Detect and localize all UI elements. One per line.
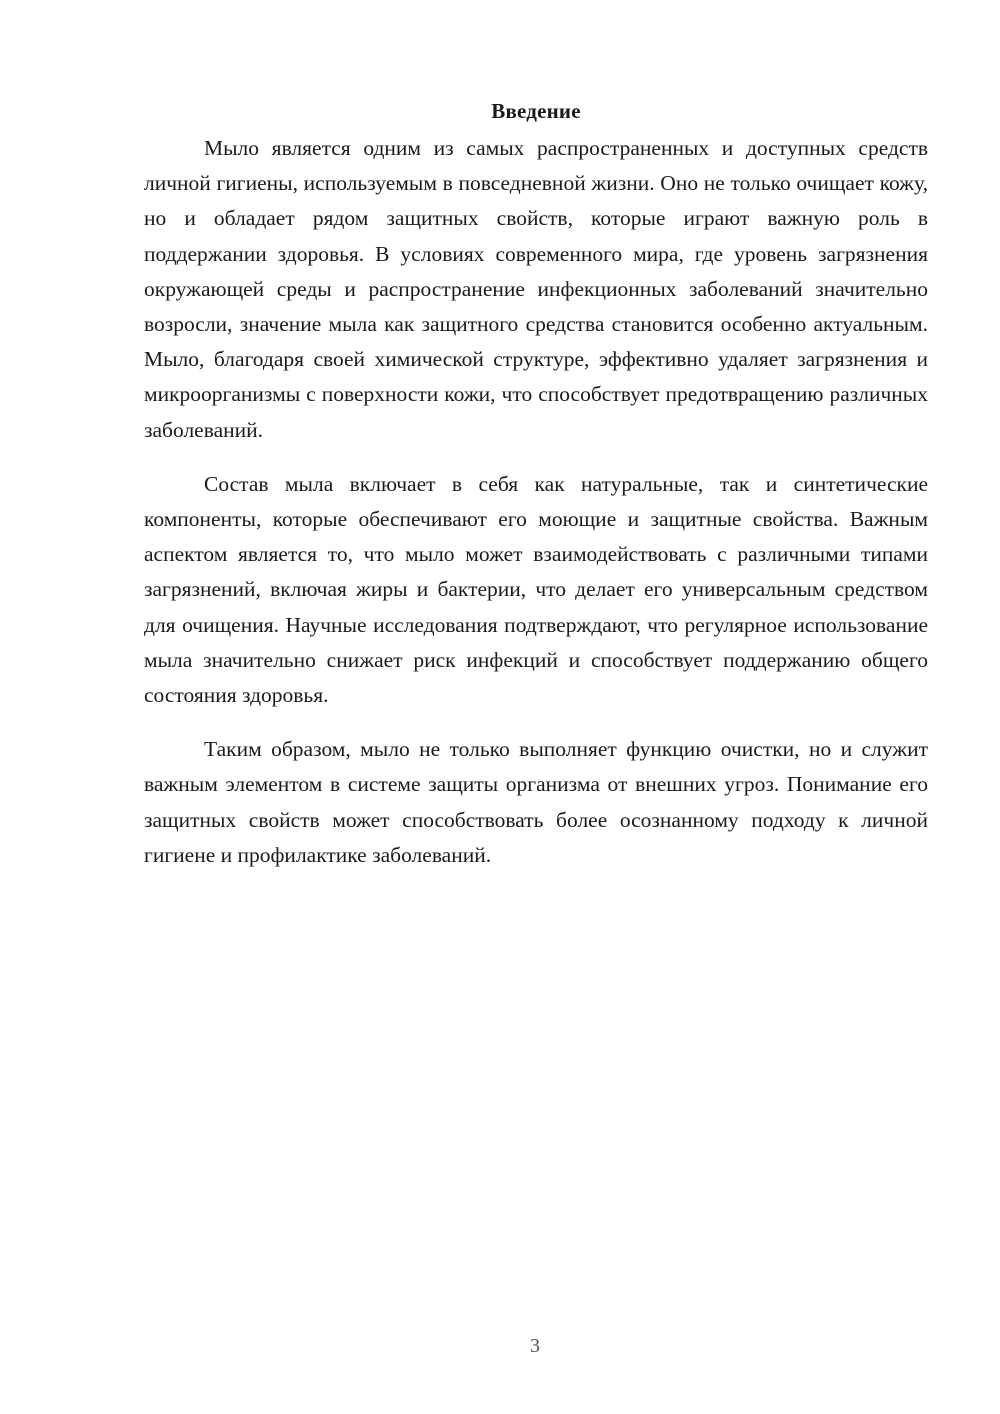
paragraph-2: Состав мыла включает в себя как натуральные, так и синтетические компоненты, которые обеспечивают его моющие и защитные свойства. Важным аспектом является то, что мыло может взаимодействовать с различными типами загрязнений, включая жиры и бактерии, что делает его универсальным средством для очищения. Научные исследования подтверждают, что регулярное использование мыла значительно снижает риск инфекций и способствует поддержанию общего состояния здоровья. [144, 471, 928, 708]
paragraph-1: Мыло является одним из самых распространенных и доступных средств личной гигиены, используемым в повседневной жизни. Оно не только очищает кожу, но и обладает рядом защитных свойств, которые играют важную роль в поддержании здоровья. В условиях современного мира, где уровень загрязнения окружающей среды и распространение инфекционных заболеваний значительно возросли, значение мыла как защитного средства становится особенно актуальным. Мыло, благодаря своей химической структуре, эффективно удаляет загрязнения и микроорганизмы с поверхности кожи, что способствует предотвращению различных заболеваний. [144, 136, 928, 442]
page-number: 3 [530, 1335, 540, 1357]
paragraph-3: Таким образом, мыло не только выполняет функцию очистки, но и служит важным элементом в системе защиты организма от внешних угроз. Понимание его защитных свойств может способствовать более осознанному подходу к личной гигиене и профилактике заболеваний. [144, 737, 928, 867]
page-content [144, 96, 928, 892]
section-heading: Введение [491, 99, 581, 123]
